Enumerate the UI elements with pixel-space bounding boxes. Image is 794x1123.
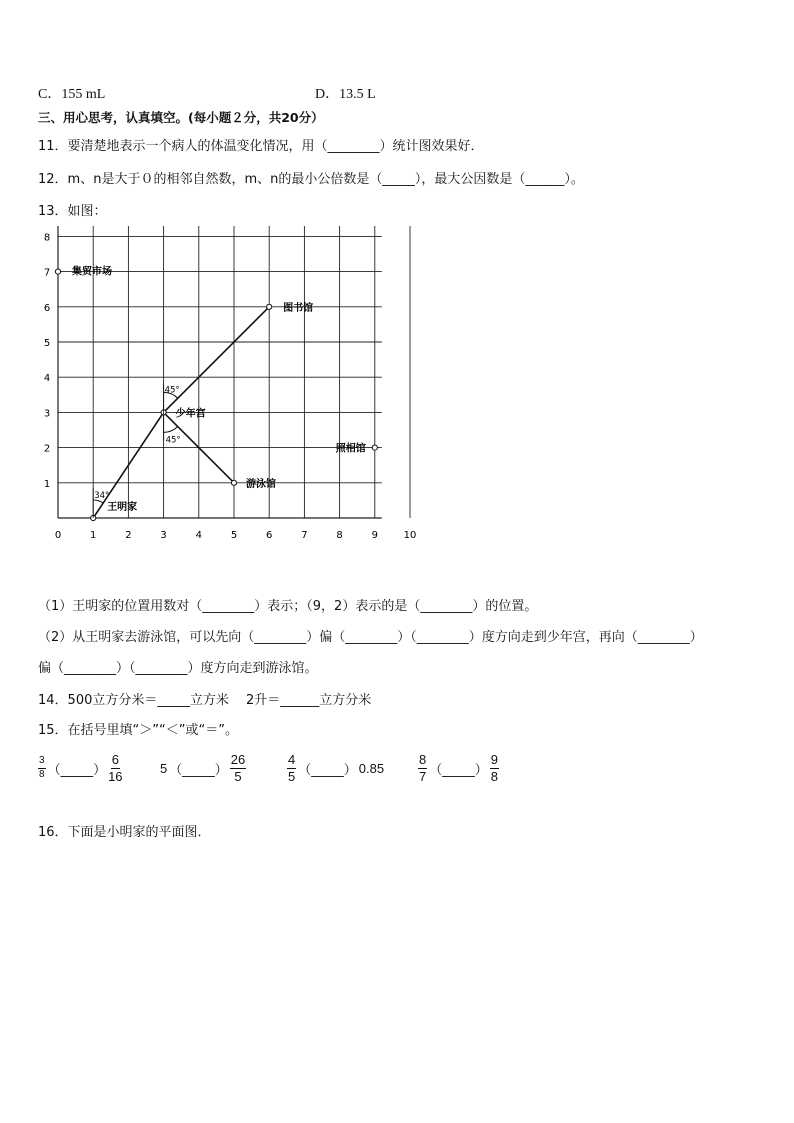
compare-blank: （_____）: [429, 762, 488, 778]
fraction-right: $\frac{6}{16}$: [108, 752, 123, 784]
compare-item-4: [418, 753, 499, 783]
question-13-part-1: （1）王明家的位置用数对（________）表示；（9，2）表示的是（________）的位置。: [38, 599, 538, 614]
question-14: 14．500立方分米＝_____立方米 2升＝______立方分米: [38, 693, 372, 708]
place-marker: [231, 480, 236, 485]
fraction-right: $\frac{9}{8}$: [490, 752, 498, 784]
x-tick-label: 7: [301, 530, 308, 541]
compare-item-1: [38, 753, 123, 783]
section-3-title: 三、用心思考，认真填空。(每小题２分，共20分）: [38, 110, 324, 125]
compare-blank: （_____）: [47, 762, 107, 778]
place-marker: [55, 269, 60, 274]
compare-item-2: [160, 753, 246, 783]
fraction-left: $\frac{4}{5}$: [288, 752, 296, 784]
x-tick-label: 6: [266, 530, 273, 541]
x-tick-label: 1: [90, 530, 97, 541]
angle-label: 45°: [164, 385, 180, 396]
question-16: 16．下面是小明家的平面图．: [38, 825, 211, 840]
x-tick-label: 3: [160, 530, 167, 541]
y-tick-label: 4: [43, 373, 51, 385]
x-tick-label: 2: [125, 530, 132, 541]
place-label: 少年宫: [175, 408, 206, 420]
place-label: 集贸市场: [72, 266, 112, 278]
place-marker: [372, 445, 377, 450]
place-label: 王明家: [107, 502, 138, 513]
x-tick-label: 8: [336, 530, 343, 541]
x-tick-label: 4: [195, 530, 202, 541]
coordinate-grid-figure: [36, 226, 426, 551]
route-line: [164, 307, 270, 413]
y-tick-label: 2: [43, 443, 51, 455]
option-d: D．13.5 L: [315, 87, 376, 102]
place-label: 照相馆: [335, 443, 366, 455]
place-label: 游泳馆: [246, 478, 276, 490]
y-tick-label: 8: [43, 232, 51, 244]
fraction-left: $\frac{3}{8}$: [39, 755, 45, 780]
question-15-label: 15．在括号里填“＞”“＜”或“＝”。: [38, 723, 238, 738]
whole-number-left: 5: [160, 760, 168, 776]
question-13-label: 13．如图：: [38, 204, 107, 219]
decimal-right: 0.85: [358, 760, 385, 776]
x-tick-label: 10: [403, 530, 417, 541]
angle-label: 45°: [165, 435, 181, 446]
y-tick-label: 5: [43, 338, 51, 349]
places-layer: [55, 265, 377, 521]
fraction-left: $\frac{8}{7}$: [419, 752, 427, 784]
question-13-part-2-line-1: （2）从王明家去游泳馆，可以先向（________）偏（________）（________）度方向走到少年宫，再向（________）: [38, 630, 703, 645]
y-tick-label: 7: [43, 267, 51, 279]
compare-blank: （_____）: [298, 762, 357, 778]
y-tick-label: 1: [43, 478, 51, 490]
angle-label: 34°: [94, 491, 110, 501]
question-12: 12．m、n是大于０的相邻自然数，m、n的最小公倍数是（_____），最大公因数是（______）。: [38, 172, 584, 187]
fraction-right: $\frac{26}{5}$: [230, 752, 246, 784]
x-tick-label: 0: [54, 530, 62, 541]
x-tick-label: 5: [230, 530, 238, 541]
y-tick-label: 3: [43, 408, 51, 420]
compare-item-3: [287, 753, 384, 783]
place-label: 图书馆: [283, 302, 314, 314]
compare-blank: （_____）: [169, 762, 228, 778]
angle-arc: [164, 427, 178, 433]
question-11: 11．要清楚地表示一个病人的体温变化情况，用（________）统计图效果好．: [38, 139, 484, 154]
x-tick-label: 9: [371, 530, 378, 541]
option-c: C．155 mL: [38, 87, 106, 102]
question-13-part-2-line-2: 偏（________）（________）度方向走到游泳馆。: [38, 661, 318, 676]
place-marker: [267, 304, 272, 309]
y-tick-label: 6: [43, 302, 51, 314]
